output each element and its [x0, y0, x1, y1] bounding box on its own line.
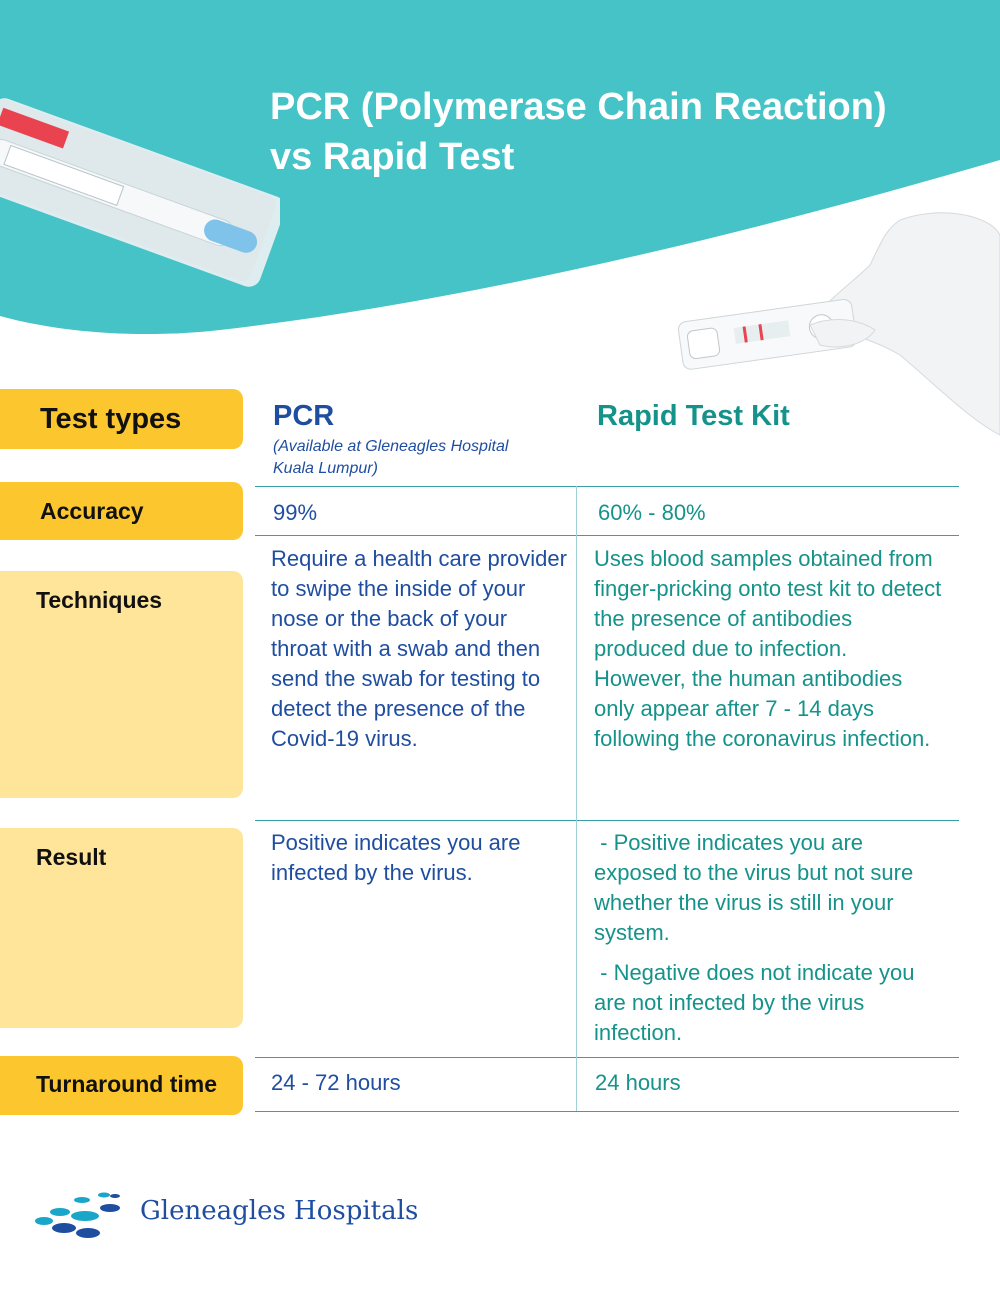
rapid-technique-text: Uses blood samples obtained from finger-pricking onto test kit to detect the presence of antibodies produced due to infection. However, the human antibodies only appear after 7 - 14 days following the coronavirus infection. — [594, 546, 942, 751]
pcr-result-text: Positive indicates you are infected by the virus. — [271, 830, 521, 885]
page-title — [270, 82, 970, 182]
label-test-types: Test types — [0, 389, 243, 449]
rapid-result-negative: - Negative does not indicate you are not infected by the virus infection. — [594, 960, 921, 1045]
swab-tube-icon — [0, 80, 280, 320]
column-divider — [576, 486, 577, 1111]
pcr-technique-text: Require a health care provider to swipe the inside of your nose or the back of your throat with a swab and then send the swab for testing to detect the presence of the Covid-19 virus. — [271, 546, 567, 751]
gleneagles-logo-icon — [30, 1186, 130, 1246]
label-techniques: Techniques — [0, 571, 243, 798]
row-divider — [255, 486, 959, 487]
pcr-accuracy-value: 99% — [273, 500, 318, 525]
pcr-availability-note: (Available at Gleneagles Hospital Kuala Lumpur) — [273, 438, 509, 477]
title-line-2: vs Rapid Test — [270, 136, 515, 178]
rapid-result-block — [594, 828, 934, 1048]
row-divider — [255, 1111, 959, 1112]
pcr-turnaround-value: 24 - 72 hours — [271, 1070, 401, 1095]
label-result: Result — [0, 828, 243, 1028]
gleneagles-logo-text: Gleneagles Hospitals — [140, 1196, 419, 1226]
rapid-result-positive: - Positive indicates you are exposed to the virus but not sure whether the virus is still in your system. — [594, 830, 920, 945]
row-divider — [255, 820, 959, 821]
column-header-rapid-test-kit: Rapid Test Kit — [597, 400, 790, 432]
rapid-turnaround-value: 24 hours — [595, 1070, 681, 1095]
rapid-accuracy-value: 60% - 80% — [598, 500, 706, 525]
label-turnaround-time: Turnaround time — [0, 1056, 243, 1115]
label-accuracy: Accuracy — [0, 482, 243, 540]
title-line-1: PCR (Polymerase Chain Reaction) — [270, 86, 887, 128]
row-divider — [255, 535, 959, 536]
column-header-pcr: PCR — [273, 400, 335, 432]
row-divider — [255, 1057, 959, 1058]
